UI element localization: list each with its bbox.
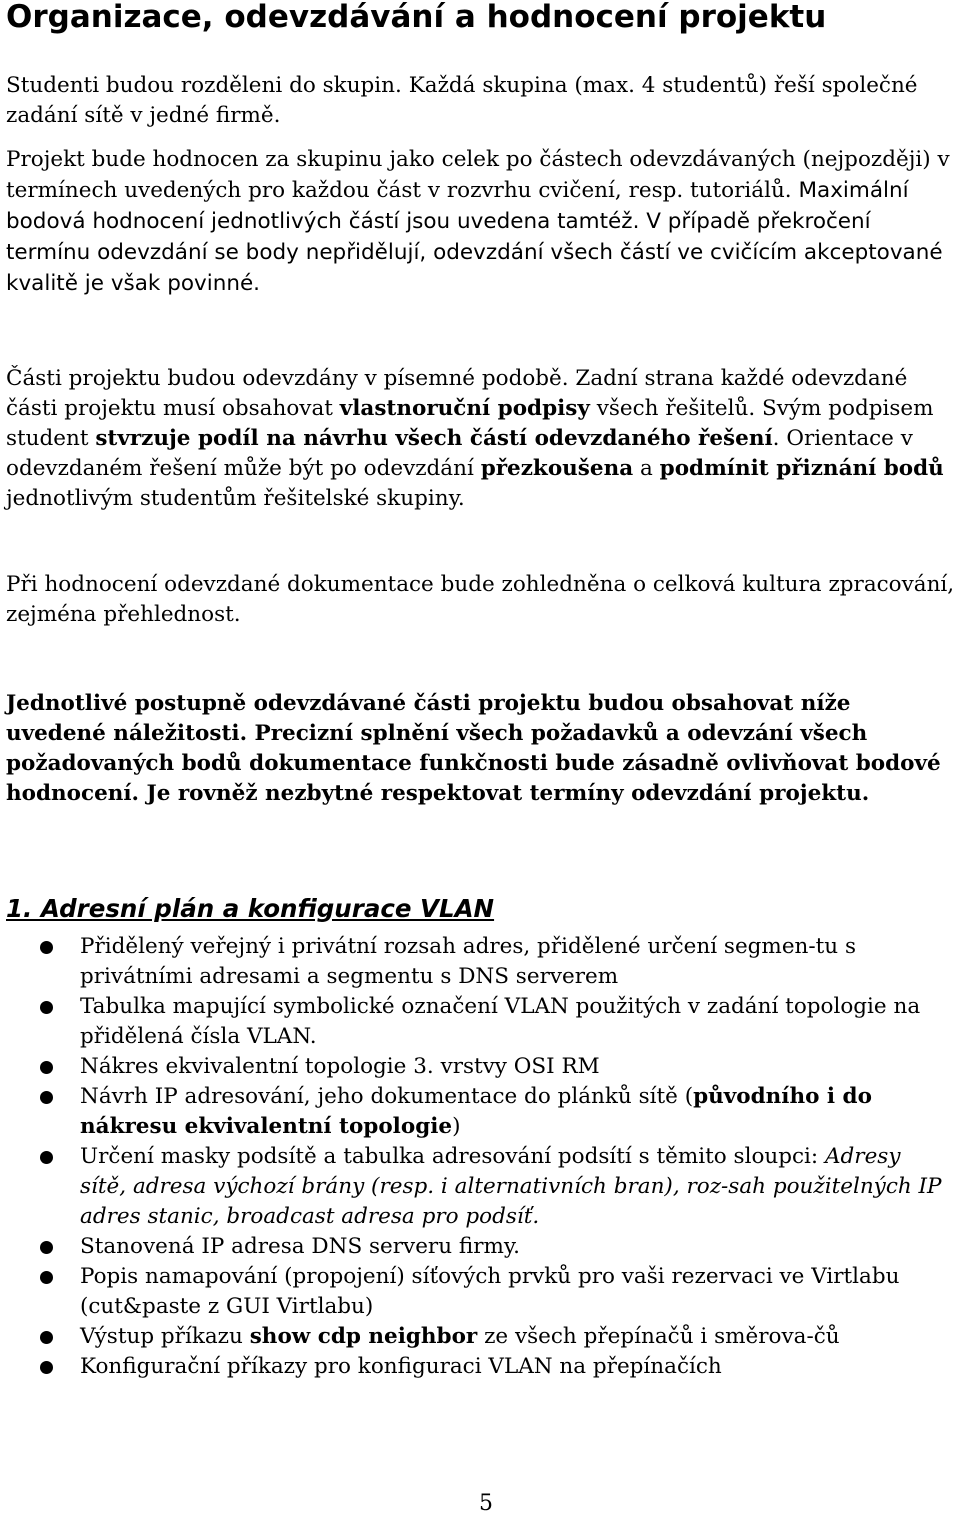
list-item-text: Popis namapování (propojení) síťových prvků pro vaši rezervaci ve Virtlabu (cut&paste z GUI Virtlabu) — [80, 1264, 900, 1319]
bullet-icon — [40, 1151, 53, 1164]
list-item — [0, 1352, 960, 1382]
submission-bold-share: stvrzuje podíl na návrhu všech částí odevzdaného řešení — [95, 426, 773, 451]
submission-text-1: Části projektu budou odevzdány v písemné podobě. Zadní strana každé odevzdané části projektu musí obsahovat — [6, 366, 908, 421]
submission-text-5: jednotlivým studentům řešitelské skupiny. — [6, 486, 465, 511]
paragraph-culture: Při hodnocení odevzdané dokumentace bude zohledněna o celková kultura zpracování, zejména přehlednost. — [6, 572, 955, 627]
paragraph-submission — [6, 364, 956, 514]
list-item-text: Nákres ekvivalentní topologie 3. vrstvy OSI RM — [80, 1054, 600, 1079]
list-item — [0, 1262, 960, 1322]
page-number: 5 — [479, 1491, 493, 1516]
list-item — [0, 1142, 960, 1232]
submission-text-2: všech řešitelů. Svým podpisem student — [6, 396, 934, 451]
bullet-icon — [40, 941, 53, 954]
paragraph-evaluation-sans: Maximální bodová hodnocení jednotlivých částí jsou uvedena tamtéž. V případě překročení termínu odevzdání se body nepřidělují, odevzdání všech částí ve cvičícím akceptované kvalitě je však povinné. — [6, 178, 943, 296]
list-item-text: Výstup příkazu — [80, 1324, 250, 1349]
list-item-text: Tabulka mapující symbolické označení VLAN použitých v zadání topologie na přidělená čísla VLAN. — [80, 994, 921, 1049]
paragraph-groups: Studenti budou rozděleni do skupin. Každá skupina (max. 4 studentů) řeší společné zadání sítě v jedné firmě. — [6, 73, 918, 128]
list-item-bold: show cdp neighbor — [249, 1324, 478, 1349]
page-title: Organizace, odevzdávání a hodnocení projektu — [6, 0, 827, 35]
list-item-text: Návrh IP adresování, jeho dokumentace do plánků sítě ( — [80, 1084, 694, 1109]
bullet-icon — [40, 1361, 53, 1374]
list-item-text: Konfigurační příkazy pro konfiguraci VLAN na přepínačích — [80, 1354, 722, 1379]
list-item-text: Určení masky podsítě a tabulka adresování podsítí s těmito sloupci: — [80, 1144, 826, 1169]
bullet-icon — [40, 1271, 53, 1284]
bullet-icon — [40, 1331, 53, 1344]
list-item-text: Přidělený veřejný i privátní rozsah adres, přidělené určení segmen-tu s privátními adresami a segmentu s DNS serverem — [80, 934, 857, 989]
submission-bold-examined: přezkoušena — [480, 456, 634, 481]
list-item-italic: Adresy sítě, adresa výchozí brány (resp. i alternativních bran), roz-sah použitelných IP adres stanic, broadcast adresa pro podsíť. — [80, 1144, 942, 1229]
list-item-text: ) — [452, 1114, 461, 1139]
list-item — [0, 1232, 960, 1262]
list-item — [0, 1052, 960, 1082]
list-item — [0, 992, 960, 1052]
submission-text-4: a — [633, 456, 660, 481]
submission-text-3: . Orientace v odevzdaném řešení může být po odevzdání — [6, 426, 913, 481]
paragraph-evaluation — [6, 144, 956, 299]
paragraph-evaluation-serif: Projekt bude hodnocen za skupinu jako celek po částech odevzdávaných (nejpozději) v termínech uvedených pro každou část v rozvrhu cvičení, resp. tutoriálů. — [6, 147, 950, 203]
requirements-list — [0, 932, 960, 1382]
list-item — [0, 1322, 960, 1352]
bullet-icon — [40, 1241, 53, 1254]
section-title: 1. Adresní plán a konfigurace VLAN — [6, 894, 495, 923]
bullet-icon — [40, 1091, 53, 1104]
list-item-text: Stanovená IP adresa DNS serveru firmy. — [80, 1234, 521, 1259]
list-item-bold: původního i do nákresu ekvivalentní topologie — [80, 1084, 872, 1139]
submission-bold-condition: podmínit přiznání bodů — [659, 456, 944, 481]
list-item — [0, 932, 960, 992]
submission-bold-signatures: vlastnoruční podpisy — [339, 396, 590, 421]
list-item-text: ze všech přepínačů i směrova-čů — [477, 1324, 840, 1349]
paragraph-requirements: Jednotlivé postupně odevzdávané části projektu budou obsahovat níže uvedené náležitosti. Precizní splnění všech požadavků a odevzání všech požadovaných bodů dokumentace funkčnosti bude zásadně ovlivňovat bodové hodnocení. Je rovněž nezbytné respektovat termíny odevzdání projektu. — [6, 691, 941, 806]
bullet-icon — [40, 1001, 53, 1014]
bullet-icon — [40, 1061, 53, 1074]
list-item — [0, 1082, 960, 1142]
